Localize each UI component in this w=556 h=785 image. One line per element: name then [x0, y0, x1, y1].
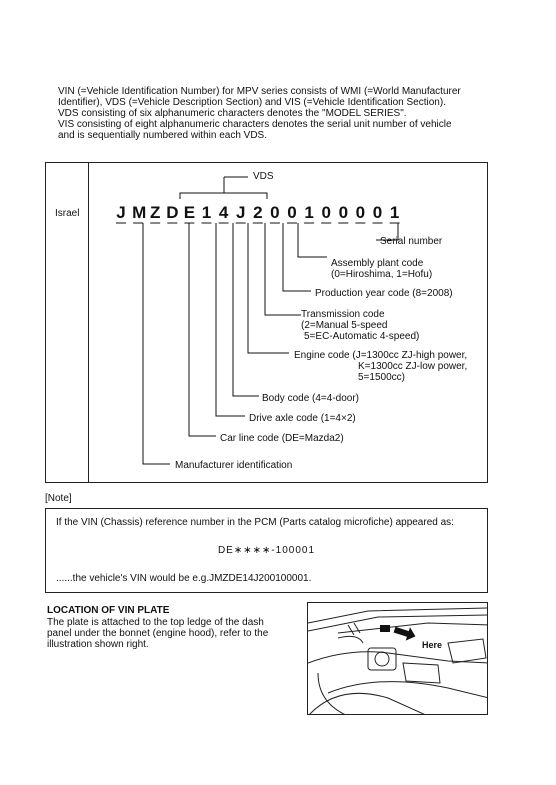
vin-character: Z [149, 203, 161, 222]
location-line: panel under the bonnet (engine hood), refer to the [47, 628, 269, 639]
leader-manufacturer [143, 223, 170, 464]
location-line: illustration shown right. [47, 639, 149, 650]
label-body: Body code (4=4-door) [262, 393, 360, 404]
vin-plate-illustration [307, 602, 488, 715]
note-title: [Note] [45, 493, 72, 504]
label-transmission: Transmission code [301, 309, 385, 320]
label-plant-detail: (0=Hiroshima, 1=Hofu) [331, 269, 433, 280]
vin-character: E [183, 203, 196, 222]
intro-line: VDS consisting of six alphanumeric characters denotes the "MODEL SERIES". [58, 108, 407, 119]
vds-bracket [180, 193, 267, 199]
label-transmission-2: (2=Manual 5-speed [301, 320, 388, 331]
location-line: The plate is attached to the top ledge of the dash [47, 617, 264, 628]
here-label: Here [422, 640, 443, 650]
vin-character: J [116, 203, 126, 222]
intro-paragraph [58, 86, 498, 141]
vin-character: D [166, 203, 179, 222]
label-year: Production year code (8=2008) [315, 288, 453, 299]
leader-plant [298, 223, 327, 257]
vin-character: 0 [372, 203, 383, 222]
vin-character: 0 [338, 203, 349, 222]
label-manufacturer: Manufacturer identification [175, 460, 293, 471]
vin-character: 1 [389, 203, 400, 222]
vin-diagram-box [45, 162, 488, 483]
leader-body [233, 223, 259, 396]
vds-label: VDS [253, 171, 274, 182]
vin-character: 0 [287, 203, 297, 222]
vin-plate-marker [380, 625, 390, 632]
label-serial: Serial number [380, 236, 443, 247]
note-line-1: If the VIN (Chassis) reference number in the PCM (Parts catalog microfiche) appeared as: [56, 517, 454, 528]
vin-character: 0 [321, 203, 331, 222]
vin-character: 0 [270, 203, 280, 222]
label-engine-3: 5=1500cc) [358, 372, 405, 383]
location-title: LOCATION OF VIN PLATE [47, 605, 170, 616]
vin-character: 1 [201, 203, 212, 222]
label-transmission-3: 5=EC-Automatic 4-speed) [304, 331, 420, 342]
label-engine-2: K=1300cc ZJ-low power, [358, 361, 468, 372]
leader-carline [189, 223, 216, 436]
label-engine: Engine code (J=1300cc ZJ-high power, [294, 350, 468, 361]
country-label: Israel [55, 208, 80, 219]
vin-character: J [235, 203, 246, 222]
note-box [45, 508, 488, 593]
label-car-line: Car line code (DE=Mazda2) [220, 433, 344, 444]
label-drive-axle: Drive axle code (1=4×2) [249, 413, 356, 424]
vin-character: 2 [253, 203, 263, 222]
note-pattern: DE∗∗∗∗-100001 [217, 545, 316, 556]
intro-line: Identifier), VDS (=Vehicle Description Section) and VIS (=Vehicle Identification Section). [58, 97, 446, 108]
intro-line: VIN (=Vehicle Identification Number) for MPV series consists of WMI (=World Manufacturer [58, 86, 461, 97]
leader-drive [216, 223, 245, 416]
vin-character: 1 [304, 203, 314, 222]
intro-line: and is sequentially numbered within each VDS. [58, 130, 268, 141]
intro-line: VIS consisting of eight alphanumeric characters denotes the serial unit number of vehicle [58, 119, 452, 130]
vin-character: 4 [218, 203, 229, 222]
label-plant-code: Assembly plant code [331, 258, 424, 269]
vin-character: M [132, 203, 147, 222]
engine-bay-drawing [308, 603, 488, 715]
vin-character: 0 [355, 203, 366, 222]
note-line-3: ......the vehicle's VIN would be e.g.JMZDE14J200100001. [56, 573, 312, 584]
location-body [47, 617, 287, 650]
